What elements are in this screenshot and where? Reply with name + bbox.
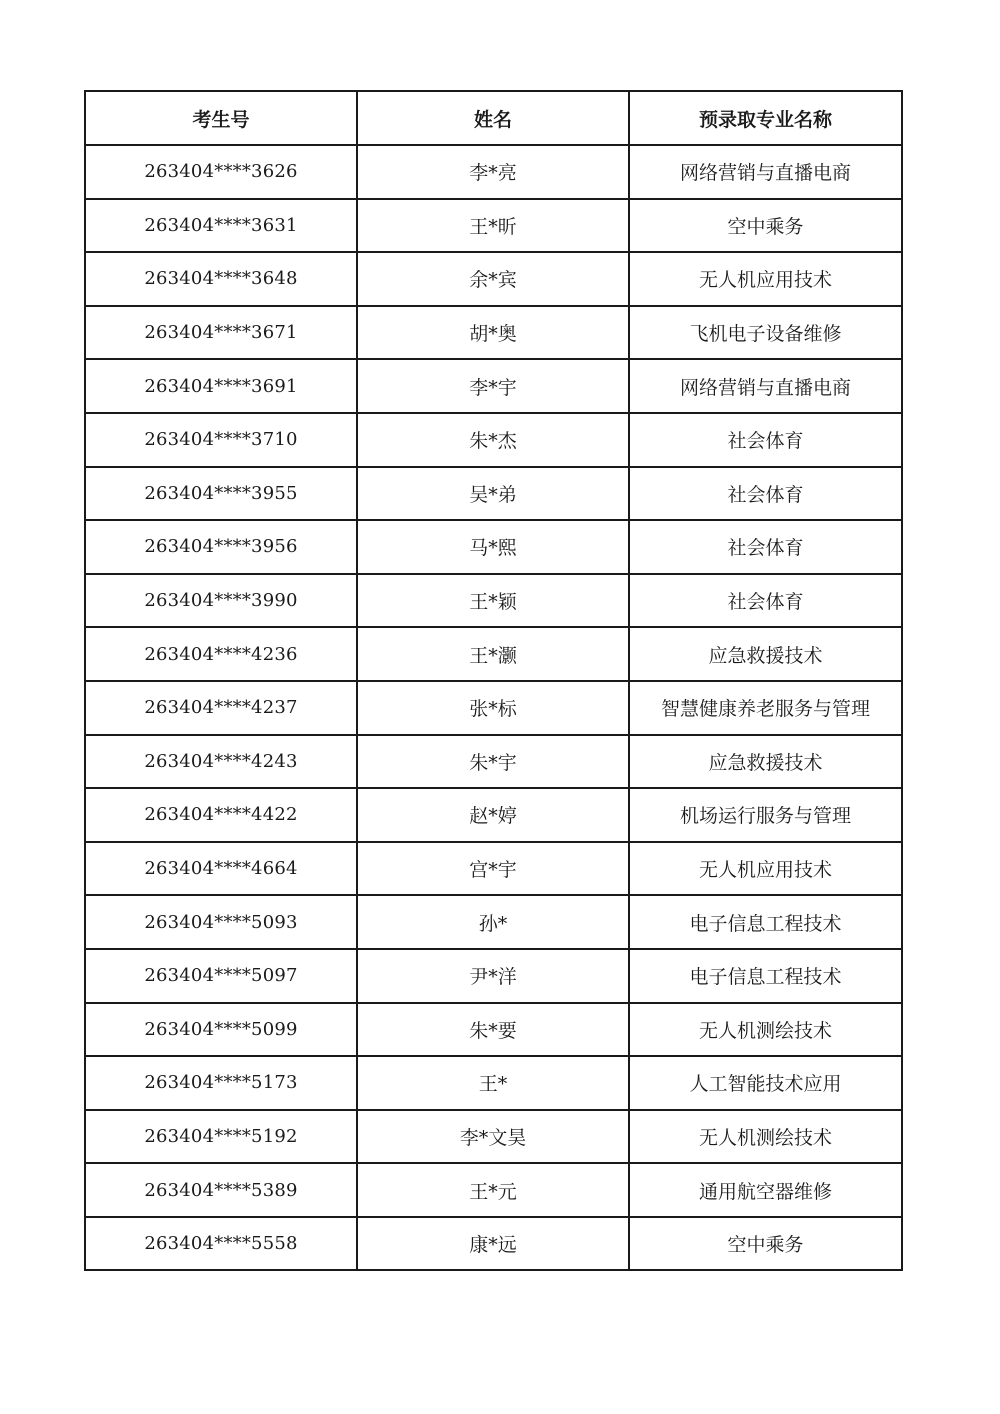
cell-major: 机场运行服务与管理 bbox=[629, 788, 902, 842]
cell-exam-number: 263404****5558 bbox=[85, 1217, 357, 1271]
table-header bbox=[85, 91, 902, 145]
cell-major: 网络营销与直播电商 bbox=[629, 359, 902, 413]
cell-exam-number: 263404****4243 bbox=[85, 735, 357, 789]
cell-student-name: 胡*奥 bbox=[357, 306, 629, 360]
table-row bbox=[85, 413, 902, 467]
cell-major: 无人机测绘技术 bbox=[629, 1003, 902, 1057]
cell-major: 无人机应用技术 bbox=[629, 842, 902, 896]
cell-student-name: 赵*婷 bbox=[357, 788, 629, 842]
cell-major: 社会体育 bbox=[629, 467, 902, 521]
table-row bbox=[85, 627, 902, 681]
table-row bbox=[85, 949, 902, 1003]
cell-exam-number: 263404****3671 bbox=[85, 306, 357, 360]
admission-table bbox=[84, 90, 903, 1271]
cell-student-name: 孙* bbox=[357, 895, 629, 949]
table-row bbox=[85, 520, 902, 574]
cell-major: 社会体育 bbox=[629, 574, 902, 628]
cell-exam-number: 263404****4422 bbox=[85, 788, 357, 842]
cell-major: 人工智能技术应用 bbox=[629, 1056, 902, 1110]
cell-exam-number: 263404****5389 bbox=[85, 1163, 357, 1217]
table-row bbox=[85, 199, 902, 253]
table-row bbox=[85, 895, 902, 949]
cell-major: 无人机测绘技术 bbox=[629, 1110, 902, 1164]
cell-exam-number: 263404****3626 bbox=[85, 145, 357, 199]
header-row bbox=[85, 91, 902, 145]
cell-exam-number: 263404****3631 bbox=[85, 199, 357, 253]
cell-exam-number: 263404****3956 bbox=[85, 520, 357, 574]
cell-exam-number: 263404****3648 bbox=[85, 252, 357, 306]
table-row bbox=[85, 467, 902, 521]
cell-exam-number: 263404****3990 bbox=[85, 574, 357, 628]
cell-student-name: 吴*弟 bbox=[357, 467, 629, 521]
table-row bbox=[85, 1163, 902, 1217]
table-row bbox=[85, 574, 902, 628]
cell-major: 通用航空器维修 bbox=[629, 1163, 902, 1217]
cell-major: 应急救援技术 bbox=[629, 735, 902, 789]
table-row bbox=[85, 1003, 902, 1057]
cell-exam-number: 263404****5099 bbox=[85, 1003, 357, 1057]
table-row bbox=[85, 681, 902, 735]
cell-exam-number: 263404****3710 bbox=[85, 413, 357, 467]
table-row bbox=[85, 788, 902, 842]
table-row bbox=[85, 1110, 902, 1164]
cell-student-name: 王*灏 bbox=[357, 627, 629, 681]
cell-major: 社会体育 bbox=[629, 413, 902, 467]
header-name: 姓名 bbox=[357, 91, 629, 145]
cell-student-name: 王*昕 bbox=[357, 199, 629, 253]
cell-student-name: 朱*杰 bbox=[357, 413, 629, 467]
cell-student-name: 朱*宇 bbox=[357, 735, 629, 789]
table-row bbox=[85, 1056, 902, 1110]
cell-student-name: 李*亮 bbox=[357, 145, 629, 199]
table-row bbox=[85, 359, 902, 413]
cell-student-name: 朱*要 bbox=[357, 1003, 629, 1057]
table-row bbox=[85, 1217, 902, 1271]
cell-student-name: 张*标 bbox=[357, 681, 629, 735]
table-row bbox=[85, 252, 902, 306]
cell-exam-number: 263404****4237 bbox=[85, 681, 357, 735]
cell-student-name: 马*熙 bbox=[357, 520, 629, 574]
cell-student-name: 王*元 bbox=[357, 1163, 629, 1217]
cell-student-name: 尹*洋 bbox=[357, 949, 629, 1003]
cell-major: 网络营销与直播电商 bbox=[629, 145, 902, 199]
cell-major: 空中乘务 bbox=[629, 1217, 902, 1271]
cell-major: 空中乘务 bbox=[629, 199, 902, 253]
cell-exam-number: 263404****3955 bbox=[85, 467, 357, 521]
cell-exam-number: 263404****5192 bbox=[85, 1110, 357, 1164]
cell-major: 社会体育 bbox=[629, 520, 902, 574]
table-row bbox=[85, 145, 902, 199]
cell-major: 电子信息工程技术 bbox=[629, 895, 902, 949]
cell-exam-number: 263404****5093 bbox=[85, 895, 357, 949]
cell-exam-number: 263404****3691 bbox=[85, 359, 357, 413]
cell-major: 无人机应用技术 bbox=[629, 252, 902, 306]
table-body bbox=[85, 145, 902, 1270]
table-row bbox=[85, 306, 902, 360]
cell-student-name: 李*宇 bbox=[357, 359, 629, 413]
cell-student-name: 王*颖 bbox=[357, 574, 629, 628]
cell-major: 飞机电子设备维修 bbox=[629, 306, 902, 360]
cell-student-name: 宫*宇 bbox=[357, 842, 629, 896]
cell-exam-number: 263404****5173 bbox=[85, 1056, 357, 1110]
cell-major: 应急救援技术 bbox=[629, 627, 902, 681]
cell-exam-number: 263404****5097 bbox=[85, 949, 357, 1003]
cell-student-name: 康*远 bbox=[357, 1217, 629, 1271]
cell-student-name: 王* bbox=[357, 1056, 629, 1110]
table-row bbox=[85, 842, 902, 896]
cell-exam-number: 263404****4236 bbox=[85, 627, 357, 681]
cell-student-name: 余*宾 bbox=[357, 252, 629, 306]
header-exam-number: 考生号 bbox=[85, 91, 357, 145]
cell-student-name: 李*文昊 bbox=[357, 1110, 629, 1164]
cell-major: 智慧健康养老服务与管理 bbox=[629, 681, 902, 735]
cell-exam-number: 263404****4664 bbox=[85, 842, 357, 896]
header-major: 预录取专业名称 bbox=[629, 91, 902, 145]
table-row bbox=[85, 735, 902, 789]
cell-major: 电子信息工程技术 bbox=[629, 949, 902, 1003]
